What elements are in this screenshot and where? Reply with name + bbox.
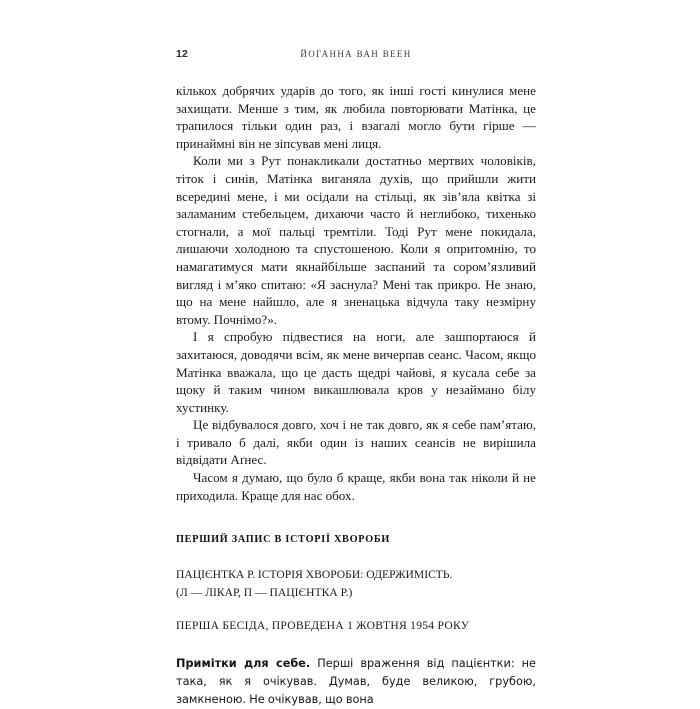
paragraph: Коли ми з Рут понакликали достатньо мертвих чоловіків, тіток і синів, Матінка виганяла духів, що прийшли жити всередині мене, і ми осідали на стільці, як зів’яла квітка зі заламаним стебельцем, дихаючи часто й неглибоко, тихенько стогнали, а мої пальці тремтіли. Тоді Рут мене покидала, лишаючи холодною та спустошеною. Коли я опритомнію, то намагатимуся мати якнайбільше заспаний та сором’язливий вигляд і м’яко спитаю: «Я заснула? Мені так прикро. Не знаю, що на мене найшло, але я зненацька відчула таку незмірну втому. Почнімо?». [176,153,536,327]
transcript-note-lead: Примітки для себе. [176,657,311,671]
transcript-note [176,634,536,708]
case-patient-line: ПАЦІЄНТКА Р. ІСТОРІЯ ХВОРОБИ: ОДЕРЖИМІСТЬ. [176,568,453,582]
page-number: 12 [176,48,189,60]
case-legend-line: (Л — ЛІКАР, П — ПАЦІЄНТКА Р.) [176,585,353,599]
transcript-note-text: Перші враження від пацієнтки: не така, як я очікував. Думав, буде великою, грубою, замкненою. Не очікував, що вона [176,657,536,707]
paragraph: Це відбувалося довго, хоч і не так довго, як я себе пам’ятаю, і тривало б далі, якби один із наших сеансів не вирішила відвідати Аґнес. [176,417,536,468]
paragraph: Часом я думаю, що було б краще, якби вона так ніколи й не приходила. Краще для нас обох. [176,470,536,503]
case-session-line: ПЕРША БЕСІДА, ПРОВЕДЕНА 1 ЖОВТНЯ 1954 РОКУ [176,619,470,633]
paragraph: І я спробую підвестися на ноги, але зашпортаюся й захитаюся, доводячи всім, як мене вичерпав сеанс. Часом, якщо Матінка вважала, що це дасть щедрі чайові, я кусала себе за щоку й таким чином викашлювала кров у незаймано білу хустинку. [176,329,536,415]
running-title: ЙОГАННА ВАН ВЕЕН [300,49,412,59]
text-block [176,82,536,709]
section-heading: ПЕРШИЙ ЗАПИС В ІСТОРІЇ ХВОРОБИ [176,534,391,546]
running-head [176,48,536,64]
paragraph: кількох добрячих ударів до того, як інші гості кинулися мене захищати. Менше з тим, як любила повторювати Матінка, це трапилося тільки один раз, і взагалі могло бути гірше — принаймні він не зіпсував мені лиця. [176,83,536,151]
